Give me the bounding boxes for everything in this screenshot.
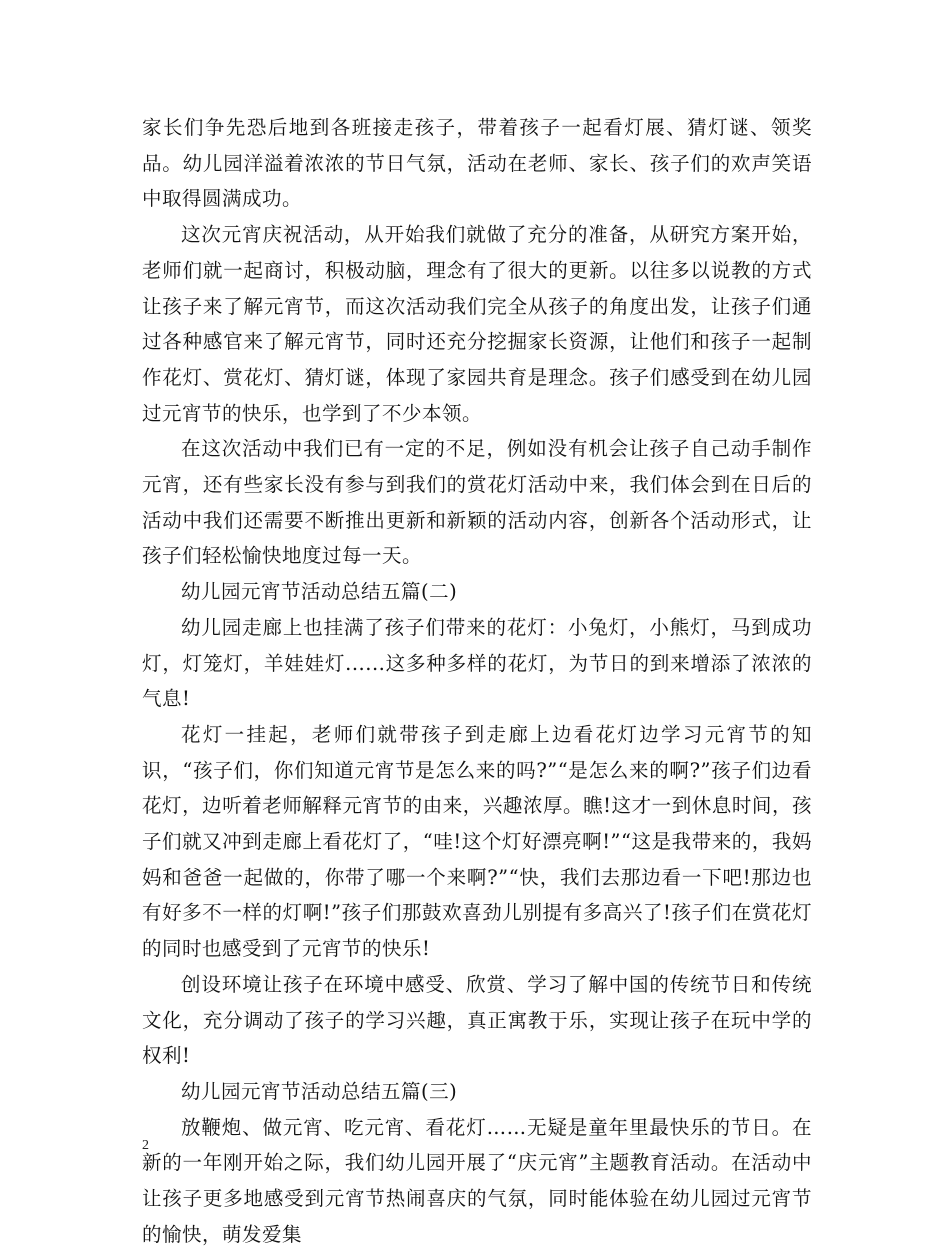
paragraph-environment: 创设环境让孩子在环境中感受、欣赏、学习了解中国的传统节日和传统文化，充分调动了孩子的学习兴趣，真正寓教于乐，实现让孩子在玩中学的权利!: [142, 972, 812, 1068]
paragraph-continuation: 家长们争先恐后地到各班接走孩子，带着孩子一起看灯展、猜灯谜、领奖品。幼儿园洋溢着浓浓的节日气氛，活动在老师、家长、孩子们的欢声笑语中取得圆满成功。: [142, 116, 812, 211]
paragraph-preparation: 这次元宵庆祝活动，从开始我们就做了充分的准备，从研究方案开始，老师们就一起商讨，积极动脑，理念有了很大的更新。以往多以说教的方式让孩子来了解元宵节，而这次活动我们完全从孩子的角度出发，让孩子们通过各种感官来了解元宵节，同时还充分挖掘家长资源，让他们和孩子一起制作花灯、赏花灯、猜灯谜，体现了家园共育是理念。孩子们感受到在幼儿园过元宵节的快乐，也学到了不少本领。: [142, 223, 812, 425]
section-heading-3: 幼儿园元宵节活动总结五篇(三): [181, 1079, 458, 1103]
paragraph-lanterns: 幼儿园走廊上也挂满了孩子们带来的花灯：小兔灯，小熊灯，马到成功灯，灯笼灯，羊娃娃灯......这多种多样的花灯，为节日的到来增添了浓浓的气息!: [142, 615, 812, 711]
paragraph-shortcomings: 在这次活动中我们已有一定的不足，例如没有机会让孩子自己动手制作元宵，还有些家长没有参与到我们的赏花灯活动中来，我们体会到在日后的活动中我们还需要不断推出更新和新颖的活动内容，创新各个活动形式，让孩子们轻松愉快地度过每一天。: [142, 437, 812, 568]
paragraph-festival-intro: 放鞭炮、做元宵、吃元宵、看花灯……无疑是童年里最快乐的节日。在新的一年刚开始之际，我们幼儿园开展了“庆元宵”主题教育活动。在活动中让孩子更多地感受到元宵节热闹喜庆的气氛，同时能体验在幼儿园过元宵节的愉快，萌发爱集: [142, 1115, 812, 1246]
paragraph-lantern-viewing: 花灯一挂起，老师们就带孩子到走廊上边看花灯边学习元宵节的知识，“孩子们，你们知道元宵节是怎么来的吗?”“是怎么来的啊?”孩子们边看花灯，边听着老师解释元宵节的由来，兴趣浓厚。瞧!这才一到休息时间，孩子们就又冲到走廊上看花灯了，“哇!这个灯好漂亮啊!”“这是我带来的，我妈妈和爸爸一起做的，你带了哪一个来啊?”“快，我们去那边看一下吧!那边也有好多不一样的灯啊!”孩子们那鼓欢喜劲儿别提有多高兴了!孩子们在赏花灯的同时也感受到了元宵节的快乐!: [142, 722, 812, 961]
document-body: [142, 110, 812, 1253]
section-heading-2: 幼儿园元宵节活动总结五篇(二): [181, 580, 458, 604]
page-number: 2: [142, 1138, 149, 1153]
